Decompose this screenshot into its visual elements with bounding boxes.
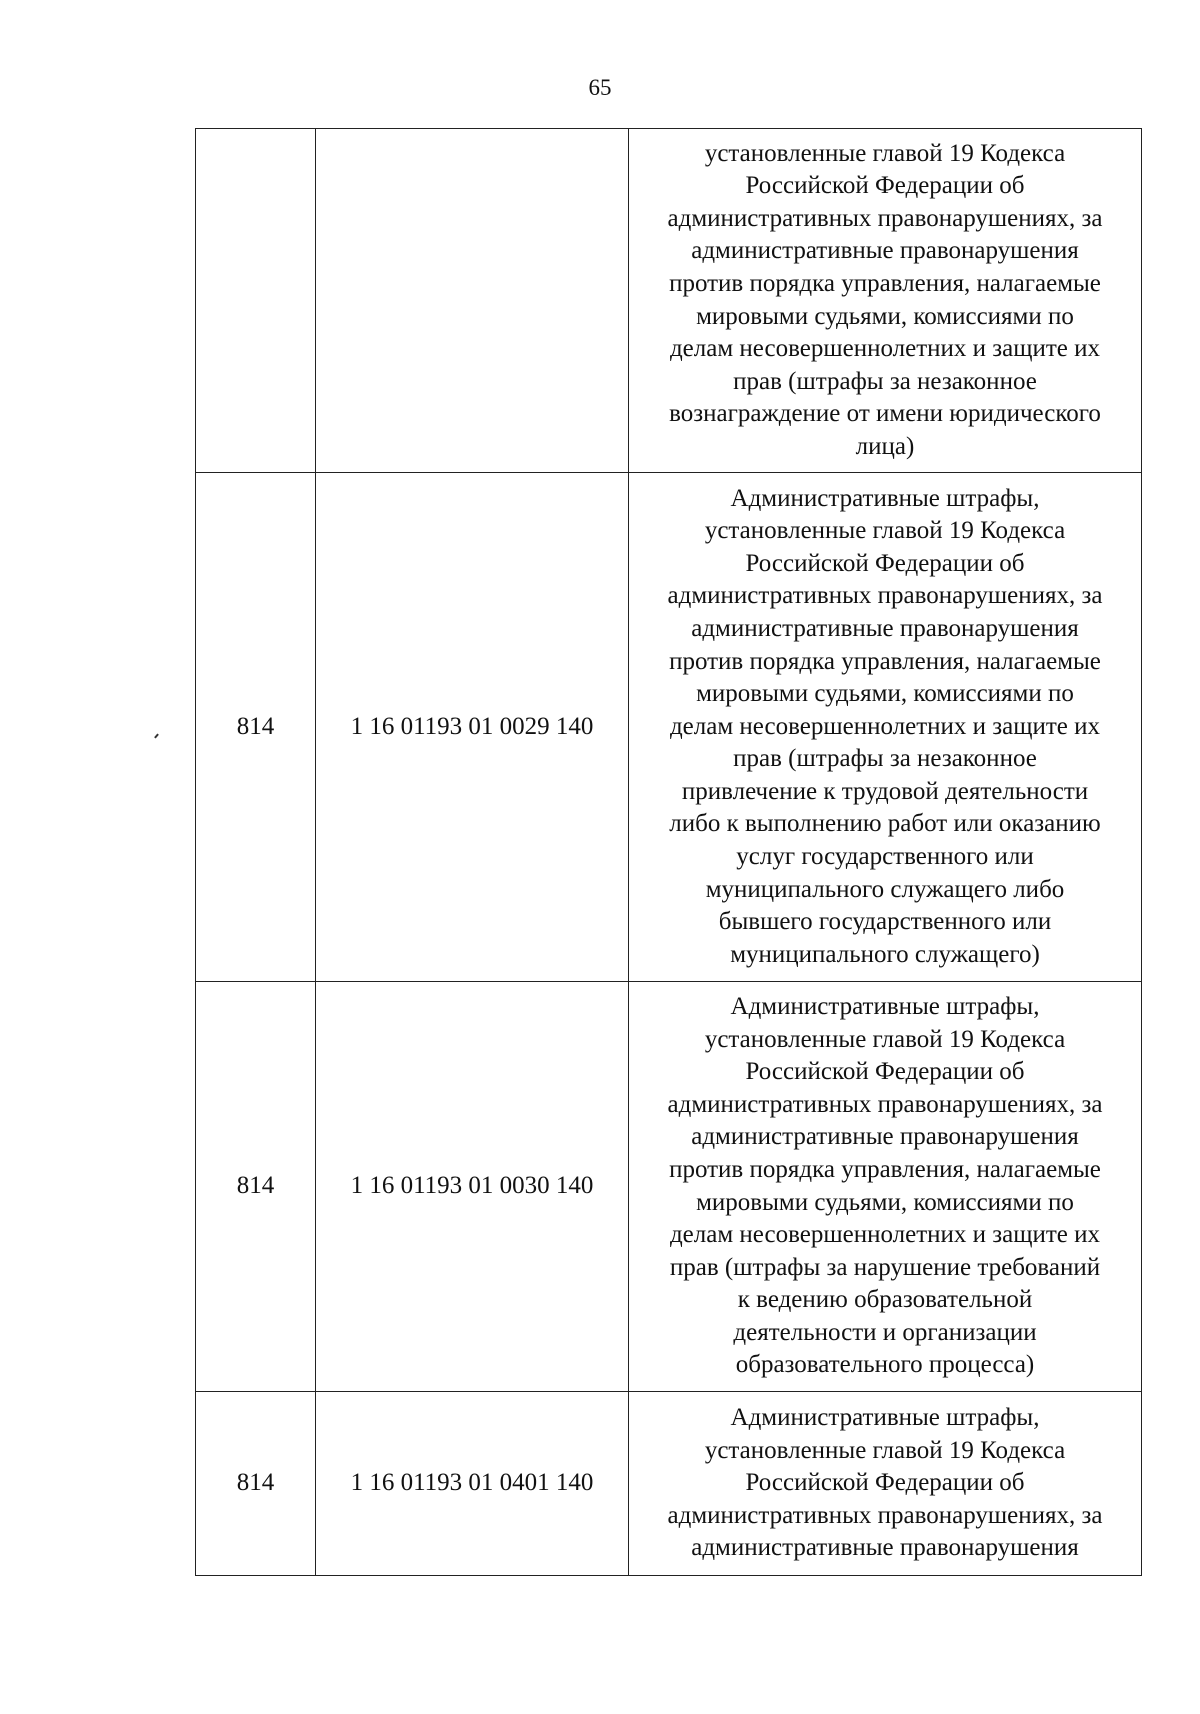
- description-line: к ведению образовательной: [737, 1286, 1033, 1314]
- description-line: мировыми судьями, комиссиями по: [696, 302, 1074, 330]
- description-line: административных правонарушениях, за: [667, 582, 1103, 610]
- description-cell: [629, 982, 1142, 1392]
- description-line: против порядка управления, налагаемые: [669, 1155, 1101, 1183]
- description-line: установленные главой 19 Кодекса: [704, 517, 1066, 545]
- description-line: муниципального служащего либо: [705, 875, 1065, 903]
- budget-codes-table: [195, 128, 1142, 1576]
- description-line: делам несовершеннолетних и защите их: [669, 335, 1101, 363]
- description-line: Российской Федерации об: [745, 1058, 1025, 1086]
- description-cell: [629, 129, 1142, 473]
- admin-code-cell: 814: [196, 473, 316, 982]
- description-line: установленные главой 19 Кодекса: [704, 1436, 1066, 1464]
- kbk-code-cell: 1 16 01193 01 0030 140: [316, 982, 629, 1392]
- description-line: образовательного процесса): [735, 1351, 1035, 1379]
- description-line: привлечение к трудовой деятельности: [681, 777, 1089, 805]
- table-row: [196, 982, 1142, 1392]
- description-line: административных правонарушениях, за: [667, 1090, 1103, 1118]
- description-line: мировыми судьями, комиссиями по: [696, 680, 1074, 708]
- description-line: муниципального служащего): [730, 940, 1040, 968]
- description-line: Административные штрафы,: [730, 1404, 1040, 1432]
- kbk-code-cell: [316, 129, 629, 473]
- description-line: административные правонарушения: [691, 1534, 1079, 1562]
- description-line: бывшего государственного или: [718, 908, 1052, 936]
- description-line: прав (штрафы за нарушение требований: [669, 1253, 1101, 1281]
- description-line: административные правонарушения: [691, 1123, 1079, 1151]
- admin-code-cell: 814: [196, 1392, 316, 1576]
- description-line: вознаграждение от имени юридического: [669, 400, 1101, 428]
- stray-mark: [154, 733, 159, 738]
- description-line: Российской Федерации об: [745, 172, 1025, 200]
- description-line: мировыми судьями, комиссиями по: [696, 1188, 1074, 1216]
- page-number: 65: [588, 75, 612, 100]
- table-row: [196, 129, 1142, 473]
- description-line: административных правонарушениях, за: [667, 1501, 1103, 1529]
- description-line: административные правонарушения: [691, 237, 1079, 265]
- description-line: услуг государственного или: [736, 843, 1034, 871]
- description-line: прав (штрафы за незаконное: [733, 745, 1037, 773]
- description-line: прав (штрафы за незаконное: [733, 367, 1037, 395]
- description-line: административных правонарушениях, за: [667, 204, 1103, 232]
- description-line: Российской Федерации об: [745, 1469, 1025, 1497]
- description-line: административные правонарушения: [691, 614, 1079, 642]
- description-line: против порядка управления, налагаемые: [669, 269, 1101, 297]
- kbk-code-cell: 1 16 01193 01 0401 140: [316, 1392, 629, 1576]
- description-line: либо к выполнению работ или оказанию: [669, 810, 1101, 838]
- admin-code-cell: 814: [196, 982, 316, 1392]
- description-line: лица): [855, 432, 915, 460]
- description-line: установленные главой 19 Кодекса: [704, 139, 1066, 167]
- description-line: делам несовершеннолетних и защите их: [669, 712, 1101, 740]
- table-row: [196, 473, 1142, 982]
- description-line: деятельности и организации: [733, 1318, 1037, 1346]
- description-line: Административные штрафы,: [730, 484, 1040, 512]
- description-cell: [629, 1392, 1142, 1576]
- description-line: делам несовершеннолетних и защите их: [669, 1221, 1101, 1249]
- description-line: Административные штрафы,: [730, 992, 1040, 1020]
- admin-code-cell: [196, 129, 316, 473]
- table-row: [196, 1392, 1142, 1576]
- description-cell: [629, 473, 1142, 982]
- kbk-code-cell: 1 16 01193 01 0029 140: [316, 473, 629, 982]
- description-line: против порядка управления, налагаемые: [669, 647, 1101, 675]
- description-line: Российской Федерации об: [745, 549, 1025, 577]
- description-line: установленные главой 19 Кодекса: [704, 1025, 1066, 1053]
